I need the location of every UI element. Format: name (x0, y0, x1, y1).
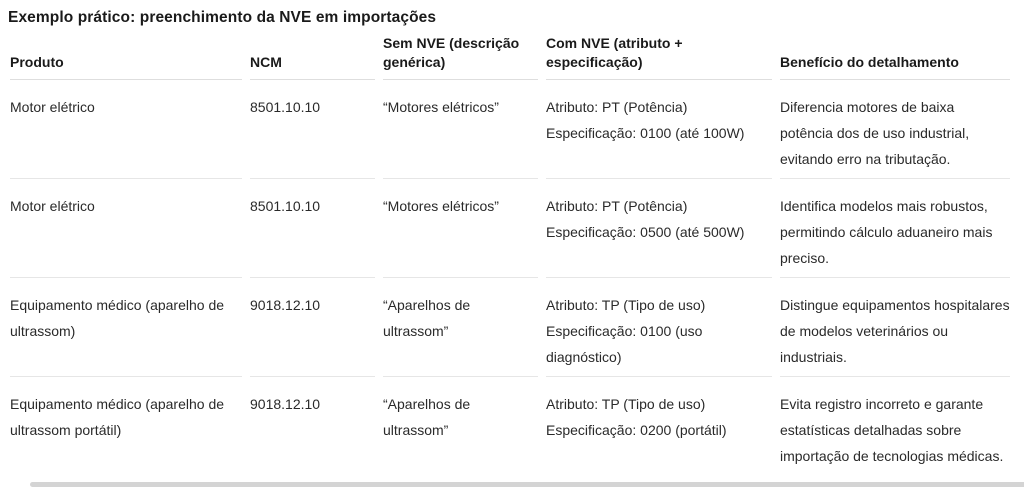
table-row (10, 278, 1010, 377)
cell-sem-nve: “Motores elétricos” (383, 80, 538, 179)
com-nve-atributo: Atributo: PT (Potência) (546, 99, 688, 115)
cell-com-nve (546, 278, 772, 377)
cell-beneficio: Distingue equipamentos hospitalares de modelos veterinários ou industriais. (780, 278, 1010, 377)
table-row (10, 179, 1010, 278)
cell-sem-nve: “Aparelhos de ultrassom” (383, 278, 538, 377)
cell-com-nve (546, 377, 772, 475)
com-nve-atributo: Atributo: TP (Tipo de uso) (546, 396, 706, 412)
column-header-com-nve: Com NVE (atributo + especificação) (546, 28, 772, 80)
cell-beneficio: Diferencia motores de baixa potência dos de uso industrial, evitando erro na tributação. (780, 80, 1010, 179)
com-nve-especificacao: Especificação: 0100 (até 100W) (546, 125, 745, 141)
table-row (10, 80, 1010, 179)
cell-ncm: 8501.10.10 (250, 179, 375, 278)
cell-ncm: 9018.12.10 (250, 278, 375, 377)
com-nve-atributo: Atributo: TP (Tipo de uso) (546, 297, 706, 313)
cell-sem-nve: “Aparelhos de ultrassom” (383, 396, 471, 438)
cell-produto: Motor elétrico (10, 80, 242, 179)
cell-com-nve (546, 80, 772, 179)
column-header-sem-nve: Sem NVE (descrição genérica) (383, 28, 538, 80)
column-header-produto: Produto (10, 28, 242, 80)
cell-sem-nve: “Motores elétricos” (383, 179, 538, 278)
cell-beneficio: Identifica modelos mais robustos, permitindo cálculo aduaneiro mais preciso. (780, 179, 1010, 278)
page-title: Exemplo prático: preenchimento da NVE em importações (8, 9, 437, 26)
nve-table (2, 28, 1018, 475)
cell-produto: Equipamento médico (aparelho de ultrassom portátil) (10, 396, 225, 438)
cell-produto: Motor elétrico (10, 179, 242, 278)
cell-com-nve (546, 179, 772, 278)
cell-ncm: 9018.12.10 (250, 396, 321, 412)
com-nve-especificacao: Especificação: 0200 (portátil) (546, 422, 727, 438)
table-header-row (10, 28, 1010, 80)
table-row (10, 377, 1010, 475)
cell-beneficio: Evita registro incorreto e garante estatísticas detalhadas sobre importação de tecnologias médicas. (780, 396, 1004, 464)
com-nve-atributo: Atributo: PT (Potência) (546, 198, 688, 214)
com-nve-especificacao: Especificação: 0100 (uso diagnóstico) (546, 323, 703, 365)
column-header-beneficio: Benefício do detalhamento (780, 28, 1010, 80)
horizontal-scrollbar[interactable] (30, 482, 1024, 487)
cell-ncm: 8501.10.10 (250, 80, 375, 179)
com-nve-especificacao: Especificação: 0500 (até 500W) (546, 224, 745, 240)
column-header-ncm: NCM (250, 28, 375, 80)
cell-produto: Equipamento médico (aparelho de ultrassom) (10, 278, 242, 377)
